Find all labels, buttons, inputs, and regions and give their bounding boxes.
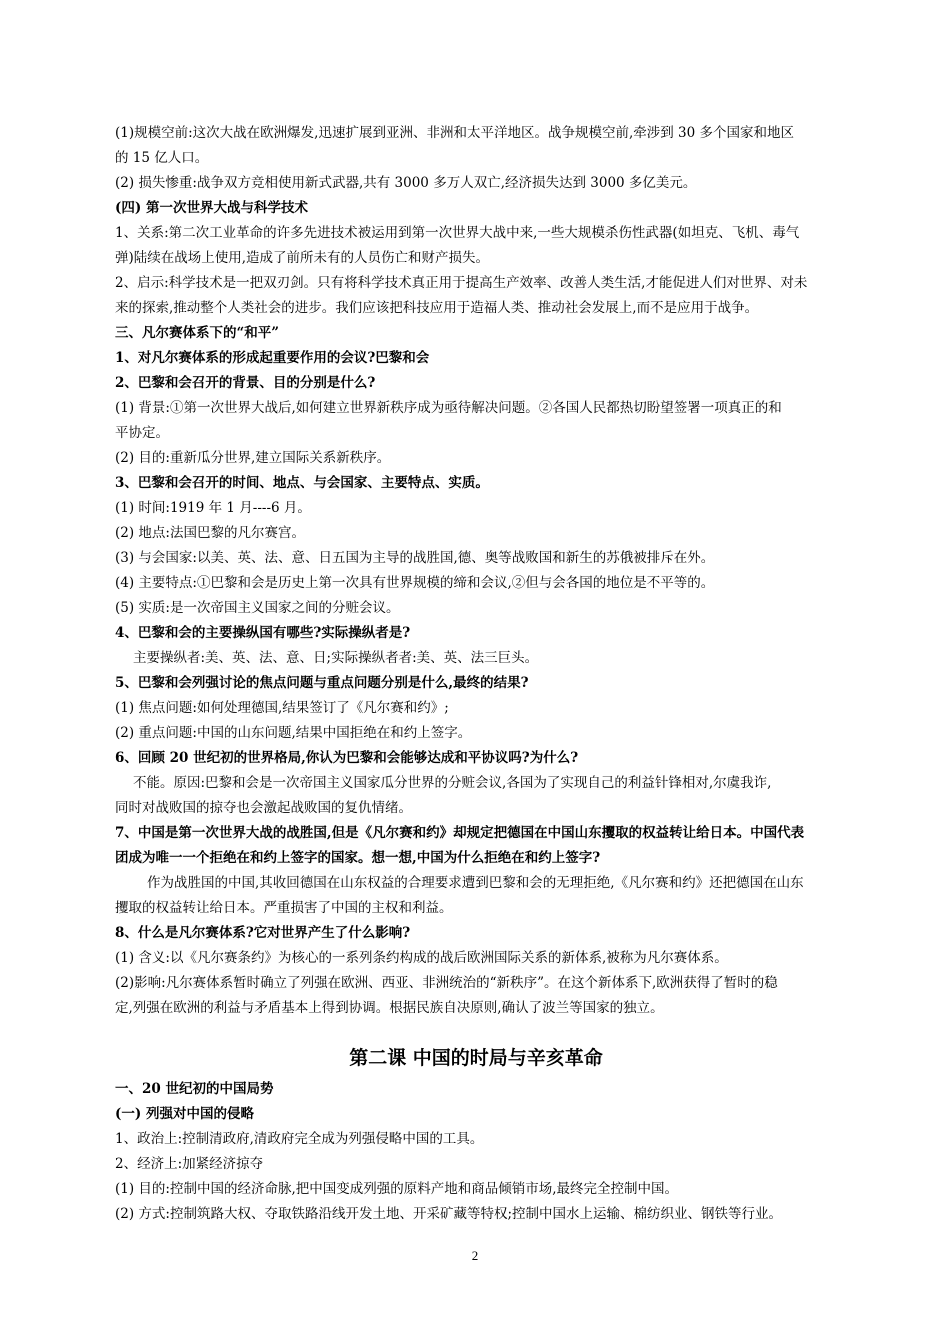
text-line: 团成为唯一一个拒绝在和约上签字的国家。想一想,中国为什么拒绝在和约上签字? xyxy=(115,850,601,866)
section-ww1-versailles xyxy=(115,121,837,1021)
text-line: (2) 地点:法国巴黎的凡尔赛宫。 xyxy=(115,525,305,541)
text-line: 1、对凡尔赛体系的形成起重要作用的会议?巴黎和会 xyxy=(115,350,430,366)
text-line: 6、回顾 20 世纪初的世界格局,你认为巴黎和会能够达成和平协议吗?为什么? xyxy=(115,750,579,766)
text-line: 2、巴黎和会召开的背景、目的分别是什么? xyxy=(115,375,376,391)
text-line: (3) 与会国家:以美、英、法、意、日五国为主导的战胜国,德、奥等战败国和新生的苏俄被排斥在外。 xyxy=(115,550,715,566)
text-line: 来的探索,推动整个人类社会的进步。我们应该把科技应用于造福人类、推动社会发展上,而不是应用于战争。 xyxy=(115,300,759,316)
text-line: 一、20 世纪初的中国局势 xyxy=(115,1081,274,1097)
text-line: (2) 目的:重新瓜分世界,建立国际关系新秩序。 xyxy=(115,450,391,466)
section-china-situation xyxy=(115,1077,837,1227)
text-line: (1) 焦点问题:如何处理德国,结果签订了《凡尔赛和约》; xyxy=(115,700,449,716)
document-page xyxy=(115,121,837,1227)
text-line: 弹)陆续在战场上使用,造成了前所未有的人员伤亡和财产损失。 xyxy=(115,250,490,266)
text-line: (四) 第一次世界大战与科学技术 xyxy=(115,200,308,216)
text-line: 3、巴黎和会召开的时间、地点、与会国家、主要特点、实质。 xyxy=(115,475,489,491)
text-line: 的 15 亿人口。 xyxy=(115,150,209,166)
text-line: 主要操纵者:美、英、法、意、日;实际操纵者者:美、英、法三巨头。 xyxy=(133,650,539,666)
text-line: (一) 列强对中国的侵略 xyxy=(115,1106,254,1122)
text-line: 定,列强在欧洲的利益与矛盾基本上得到协调。根据民族自决原则,确认了波兰等国家的独立。 xyxy=(115,1000,664,1016)
text-line: 不能。原因:巴黎和会是一次帝国主义国家瓜分世界的分赃会议,各国为了实现自己的利益针锋相对,尔虞我诈, xyxy=(133,775,772,791)
text-line: (1) 时间:1919 年 1 月----6 月。 xyxy=(115,500,311,516)
text-line: 5、巴黎和会列强讨论的焦点问题与重点问题分别是什么,最终的结果? xyxy=(115,675,529,691)
text-line: 8、什么是凡尔赛体系?它对世界产生了什么影响? xyxy=(115,925,411,941)
text-line: 7、中国是第一次世界大战的战胜国,但是《凡尔赛和约》却规定把德国在中国山东攫取的权益转让给日本。中国代表 xyxy=(115,825,805,841)
text-line: 作为战胜国的中国,其收回德国在山东权益的合理要求遭到巴黎和会的无理拒绝,《凡尔赛和约》还把德国在山东 xyxy=(147,875,804,891)
text-line: (2)影响:凡尔赛体系暂时确立了列强在欧洲、西亚、非洲统治的“新秩序”。在这个新体系下,欧洲获得了暂时的稳 xyxy=(115,975,778,991)
text-line: 三、凡尔赛体系下的“和平” xyxy=(115,325,280,341)
text-line: 4、巴黎和会的主要操纵国有哪些?实际操纵者是? xyxy=(115,625,411,641)
text-line: 1、关系:第二次工业革命的许多先进技术被运用到第一次世界大战中来,一些大规模杀伤性武器(如坦克、飞机、毒气 xyxy=(115,225,800,241)
text-line: (5) 实质:是一次帝国主义国家之间的分赃会议。 xyxy=(115,600,400,616)
text-line: (2) 损失惨重:战争双方竞相使用新式武器,共有 3000 多万人双亡,经济损失达到 3000 多亿美元。 xyxy=(115,175,697,191)
text-line: 平协定。 xyxy=(115,425,169,441)
text-line: (1) 背景:①第一次世界大战后,如何建立世界新秩序成为亟待解决问题。②各国人民都热切盼望签署一项真正的和 xyxy=(115,400,782,416)
text-line: 2、经济上:加紧经济掠夺 xyxy=(115,1156,264,1172)
text-line: (1)规模空前:这次大战在欧洲爆发,迅速扩展到亚洲、非洲和太平洋地区。战争规模空前,牵涉到 30 多个国家和地区 xyxy=(115,125,795,141)
lesson-title: 第二课 中国的时局与辛亥革命 xyxy=(349,1047,603,1069)
text-line: 攫取的权益转让给日本。严重损害了中国的主权和利益。 xyxy=(115,900,453,916)
text-line: (4) 主要特点:①巴黎和会是历史上第一次具有世界规模的缔和会议,②但与会各国的地位是不平等的。 xyxy=(115,575,715,591)
text-line: (1) 含义:以《凡尔赛条约》为核心的一系列条约构成的战后欧洲国际关系的新体系,被称为凡尔赛体系。 xyxy=(115,950,728,966)
text-line: (2) 方式:控制筑路大权、夺取铁路沿线开发土地、开采矿藏等特权;控制中国水上运输、棉纺织业、钢铁等行业。 xyxy=(115,1206,783,1222)
text-line: (1) 目的:控制中国的经济命脉,把中国变成列强的原料产地和商品倾销市场,最终完全控制中国。 xyxy=(115,1181,679,1197)
text-line: (2) 重点问题:中国的山东问题,结果中国拒绝在和约上签字。 xyxy=(115,725,472,741)
text-line: 2、启示:科学技术是一把双刃剑。只有将科学技术真正用于提高生产效率、改善人类生活,才能促进人们对世界、对未 xyxy=(115,275,808,291)
page-number: 2 xyxy=(471,1248,479,1263)
text-line: 1、政治上:控制清政府,清政府完全成为列强侵略中国的工具。 xyxy=(115,1131,484,1147)
text-line: 同时对战败国的掠夺也会激起战败国的复仇情绪。 xyxy=(115,800,412,816)
